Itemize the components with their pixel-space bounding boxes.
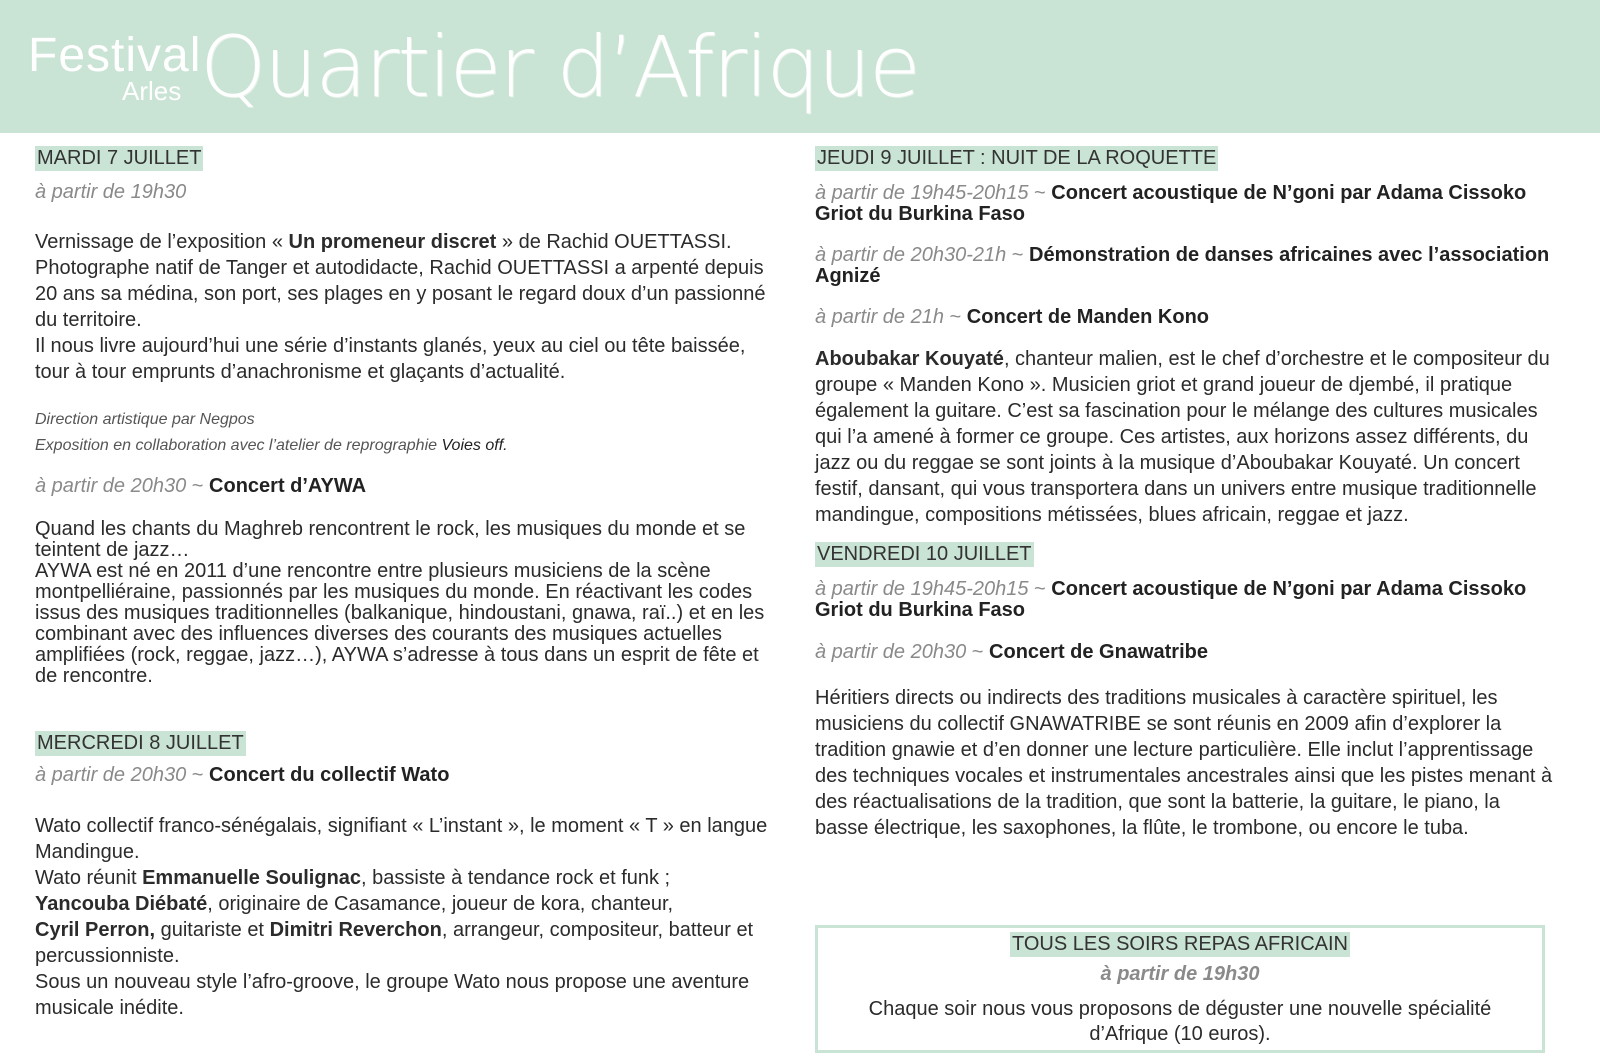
logo-city: Arles xyxy=(122,76,182,106)
event-line: à partir de 20h30 ~ Concert de Gnawatribe xyxy=(815,641,1208,663)
day-heading: MERCREDI 8 JUILLET xyxy=(37,732,244,754)
wato-text: Cyril Perron, guitariste et Dimitri Reverchon, arrangeur, compositeur, batteur et percussionniste. xyxy=(35,919,754,967)
kono-text: Aboubakar Kouyaté, chanteur malien, est le chef d’orchestre et le compositeur du groupe « Manden Kono ». Musicien griot et grand joueur de djembé, il pratique également la guitare. C’est sa fascination pour le mélange des cultures musicales qui l’a amené à former ce groupe. Ces artistes, aux horizons assez différents, du jazz ou du reggae se sont joints à la musique d’Aboubakar Kouyaté. Un concert festif, dansant, qui vous transportera dans un univers entre musique traditionnelle mandingue, compositions métissées, blues africain, reggae et jazz. xyxy=(815,348,1550,526)
header-banner xyxy=(0,0,1600,133)
wato-text: Sous un nouveau style l’afro-groove, le groupe Wato nous propose une aventure musicale inédite. xyxy=(35,971,750,1019)
logo-festival: Festival xyxy=(28,29,202,82)
nightly-dinner-box xyxy=(815,925,1545,1053)
event-line: à partir de 21h ~ Concert de Manden Kono xyxy=(815,306,1210,328)
box-title: TOUS LES SOIRS REPAS AFRICAIN xyxy=(1011,933,1348,955)
event-time: à partir de 19h30 xyxy=(35,181,187,203)
logo-title: Quartier d’Afrique xyxy=(200,18,919,116)
left-column xyxy=(35,146,785,1021)
gnawa-text: Héritiers directs ou indirects des traditions musicales à caractère spirituel, les musiciens du collectif GNAWATRIBE se sont réunis en 2009 afin d’explorer la tradition gnawie et d’en donner une lecture particulière. Elle inclut l’apprentissage des techniques vocales et instrumentales ancestrales ainsi que les pistes menant à des réactualisations de la tradition, que sont la batterie, la guitare, le piano, la basse électrique, les saxophones, la flûte, le trombone, ou encore le tuba. xyxy=(815,687,1553,839)
expo-paragraph: Vernissage de l’exposition « Un promeneur discret » de Rachid OUETTASSI. Photographe natif de Tanger et autodidacte, Rachid OUETTASSI a arpenté depuis 20 ans sa médina, son port, ses plages en y posant le regard doux d’un passionné du territoire. xyxy=(35,231,766,331)
day-heading: JEUDI 9 JUILLET : NUIT DE LA ROQUETTE xyxy=(817,147,1217,169)
credit-line: Exposition en collaboration avec l’atelier de reprographie Voies off. xyxy=(35,437,508,454)
aywa-intro: Quand les chants du Maghreb rencontrent le rock, les musiques du monde et se teintent de jazz… xyxy=(35,518,746,561)
expo-paragraph-2: Il nous livre aujourd’hui une série d’instants glanés, yeux au ciel ou tête baissée, tour à tour emprunts d’anachronisme et glaçants d’actualité. xyxy=(35,335,746,383)
event-line: à partir de 20h30 ~ Concert du collectif Wato xyxy=(35,764,450,786)
right-column xyxy=(815,146,1555,841)
event-line: à partir de 20h30-21h ~ Démonstration de danses africaines avec l’association Agnizé xyxy=(815,244,1550,287)
wato-text: Yancouba Diébaté, originaire de Casamance, joueur de kora, chanteur, xyxy=(35,893,674,915)
event-line: à partir de 19h45-20h15 ~ Concert acoustique de N’goni par Adama Cissoko Griot du Burkina Faso xyxy=(815,182,1527,225)
aywa-text: AYWA est né en 2011 d’une rencontre entre plusieurs musiciens de la scène montpelliéraine, passionnés par les musiques du monde. En réactivant les codes issus des musiques traditionnelles (balkanique, hindoustani, gnawa, raï..) et en les combinant avec des influences diverses des courants des musiques actuelles amplifiées (rock, reggae, jazz…), AYWA s’adresse à tous dans un esprit de fête et de rencontre. xyxy=(35,560,765,687)
event-line: à partir de 20h30 ~ Concert d’AYWA xyxy=(35,475,367,497)
day-heading: MARDI 7 JUILLET xyxy=(37,147,202,169)
box-time: à partir de 19h30 xyxy=(1100,963,1260,985)
day-heading: VENDREDI 10 JUILLET xyxy=(817,543,1032,565)
wato-text: Wato collectif franco-sénégalais, signifiant « L’instant », le moment « T » en langue Mandingue. xyxy=(35,815,768,863)
credit-line: Direction artistique par Negpos xyxy=(35,411,255,428)
event-line: à partir de 19h45-20h15 ~ Concert acoustique de N’goni par Adama Cissoko Griot du Burkina Faso xyxy=(815,578,1527,621)
wato-text: Wato réunit Emmanuelle Soulignac, bassiste à tendance rock et funk ; xyxy=(35,867,671,889)
box-text: Chaque soir nous vous proposons de déguster une nouvelle spécialité d’Afrique (10 euros). xyxy=(868,998,1492,1045)
